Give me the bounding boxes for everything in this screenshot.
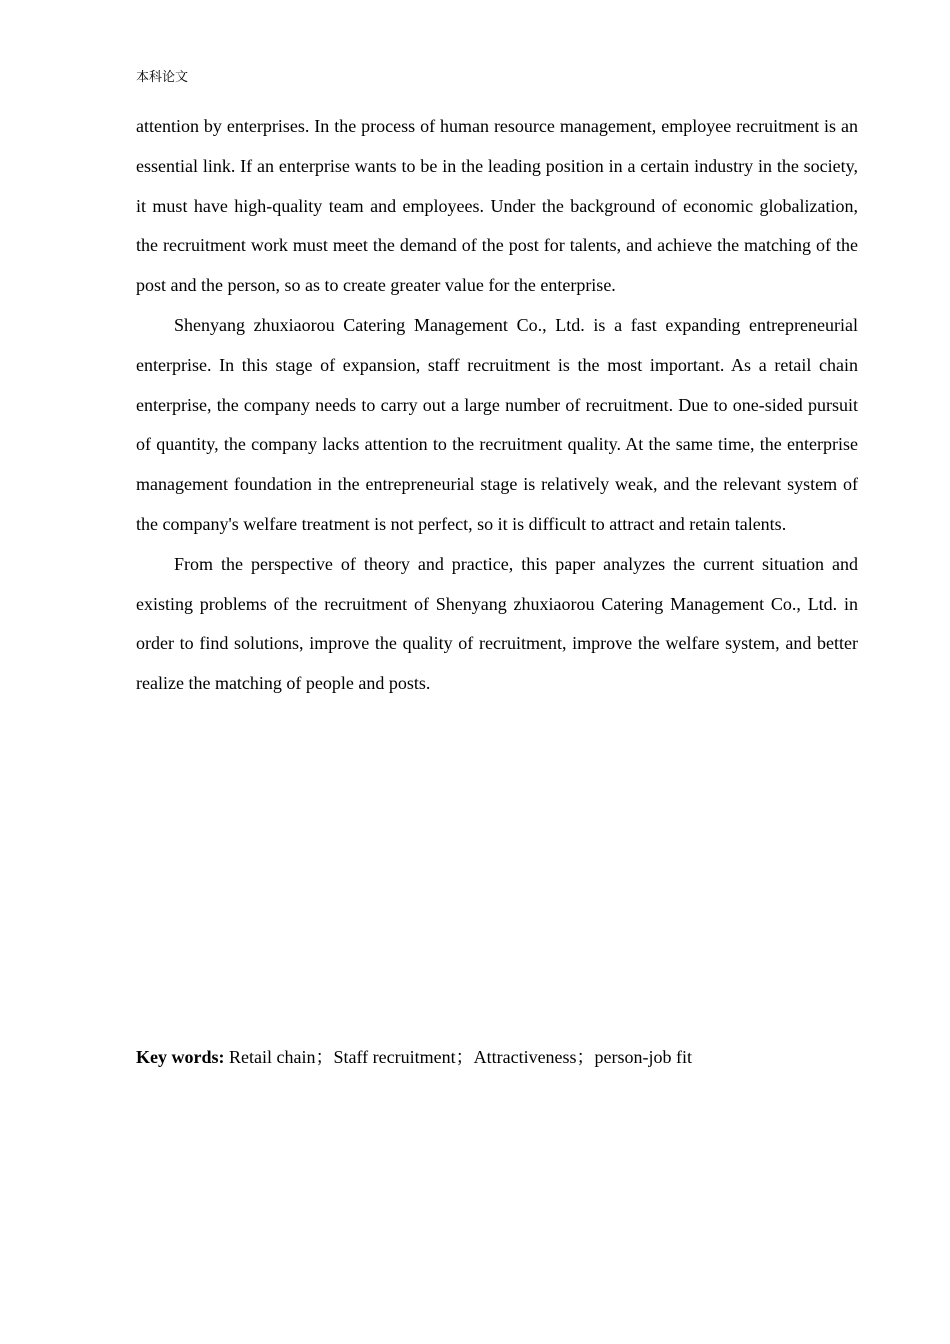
keywords-list: Retail chain；Staff recruitment；Attractiveness；person-job fit bbox=[224, 1047, 693, 1067]
abstract-body bbox=[136, 107, 858, 704]
keywords-label: Key words: bbox=[136, 1047, 225, 1067]
paragraph-research-purpose: From the perspective of theory and practice, this paper analyzes the current situation and existing problems of the recruitment of Shenyang zhuxiaorou Catering Management Co., Ltd. in order to find solutions, improve the quality of recruitment, improve the welfare system, and better realize the matching of people and posts. bbox=[136, 553, 858, 694]
running-header: 本科论文 bbox=[136, 70, 189, 85]
keywords-line bbox=[136, 1043, 858, 1071]
paragraph-continued: attention by enterprises. In the process of human resource management, employee recruitment is an essential link. If an enterprise wants to be in the leading position in a certain industry in the society, it must have high-quality team and employees. Under the background of economic globalization, the recruitment work must meet the demand of the post for talents, and achieve the matching of the post and the person, so as to create greater value for the enterprise. bbox=[136, 116, 858, 296]
paragraph-company-overview: Shenyang zhuxiaorou Catering Management Co., Ltd. is a fast expanding entrepreneurial enterprise. In this stage of expansion, staff recruitment is the most important. As a retail chain enterprise, the company needs to carry out a large number of recruitment. Due to one-sided pursuit of quantity, the company lacks attention to the recruitment quality. At the same time, the enterprise management foundation in the entrepreneurial stage is relatively weak, and the relevant system of the company's welfare treatment is not perfect, so it is difficult to attract and retain talents. bbox=[136, 314, 858, 534]
